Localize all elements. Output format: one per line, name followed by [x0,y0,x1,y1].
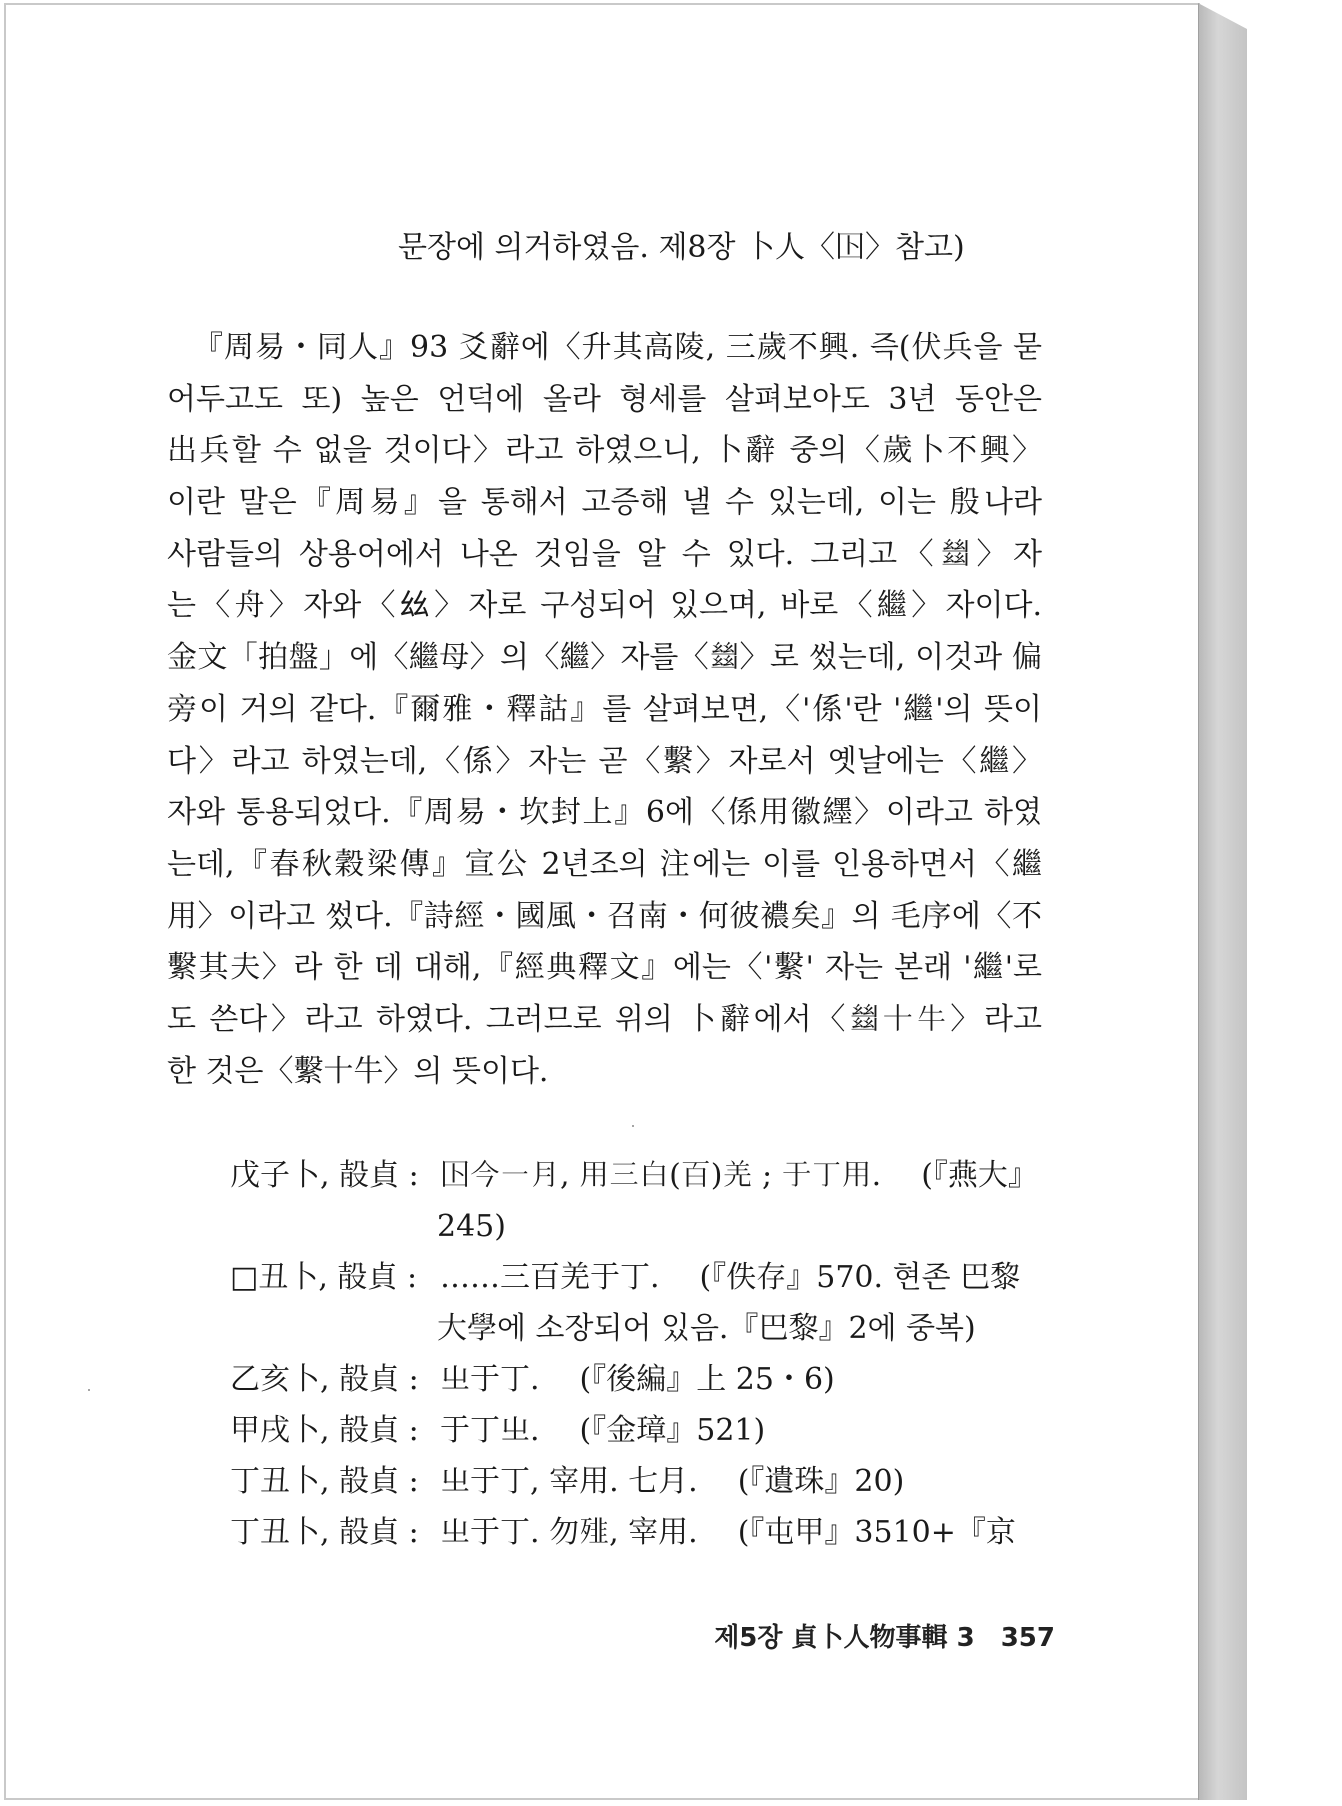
page-edge-shadow [1198,3,1247,1800]
entry-head: 戊子卜, 㱿貞 : [230,1158,419,1193]
paragraph-line: 는데,『春秋穀梁傳』宣公 2년조의 注에는 이를 인용하면서〈繼 [167,846,1042,882]
paragraph-line: 한 것은〈繫十牛〉의 뜻이다. [167,1053,549,1089]
paragraph-line: 다〉라고 하였는데,〈係〉자는 곧〈繫〉자로서 옛날에는〈繼〉 [167,743,1042,779]
entry-text: 𡆥今一月, 用三白(百)羌 ; 于丁用. [440,1158,882,1193]
paragraph-line: 도 쓴다〉라고 하였다. 그러므로 위의 卜辭에서〈𢇍十牛〉라고 [167,1001,1042,1037]
inscription-entry [230,1150,1050,1252]
entry-text: 㞢于丁, 宰用. 七月. [440,1464,698,1499]
entry-text: 㞢于丁. 勿𩐁, 宰用. [440,1515,698,1550]
entry-text: ……三百羌于丁. [440,1260,660,1295]
entry-continuation: 大學에 소장되어 있음.『巴黎』2에 중복) [437,1311,976,1346]
paragraph-line: 繫其夫〉라 한 데 대해,『經典釋文』에는〈'繫' 자는 본래 '繼'로 [167,950,1042,986]
inscription-entry [230,1456,1050,1507]
entry-text: 于丁㞢. [440,1413,540,1448]
paragraph-line: 어두고도 또) 높은 언덕에 올라 형세를 살펴보아도 3년 동안은 [167,381,1042,417]
inscription-entry [230,1507,1050,1558]
running-footer [714,1617,1055,1654]
paragraph-line: 出兵할 수 없을 것이다〉라고 하였으니, 卜辭 중의〈歲卜不興〉 [167,433,1042,469]
top-continuation-line: 문장에 의거하였음. 제8장 卜人〈𡆥〉참고) [398,230,965,265]
paragraph-line: 旁이 거의 같다.『爾雅・釋詁』를 살펴보면,〈'係'란 '繼'의 뜻이 [167,691,1042,727]
paragraph-line: 자와 통용되었다.『周易・坎封上』6에〈係用徽纆〉이라고 하였 [167,795,1042,831]
body-paragraph [167,322,1042,1097]
speck [632,1125,634,1127]
speck [88,1389,90,1391]
entry-head: 乙亥卜, 㱿貞 : [230,1362,419,1397]
entry-head: 甲戌卜, 㱿貞 : [230,1413,419,1448]
entry-source: (『金璋』521) [579,1413,766,1448]
paragraph-line: 이란 말은『周易』을 통해서 고증해 낼 수 있는데, 이는 殷나라 [167,485,1042,521]
inscription-entry [230,1405,1050,1456]
inscription-entry [230,1354,1050,1405]
entry-source: (『燕大』 [921,1158,1038,1193]
entry-head: □丑卜, 㱿貞 : [230,1260,418,1295]
entry-continuation: 245) [437,1209,506,1244]
inscription-entry [230,1252,1050,1354]
paragraph-line: 는〈舟〉자와〈𢆶〉자로 구성되어 있으며, 바로〈繼〉자이다. [167,588,1042,624]
entry-source: (『佚存』570. 현존 巴黎 [699,1260,1021,1295]
entry-head: 丁丑卜, 㱿貞 : [230,1515,419,1550]
page-number: 357 [1000,1623,1055,1653]
entry-source: (『後編』上 25・6) [579,1362,835,1397]
entry-source: (『屯甲』3510+『京 [737,1515,1016,1550]
paragraph-line: 金文「拍盤」에〈繼母〉의〈繼〉자를〈𢇍〉로 썼는데, 이것과 偏 [167,640,1042,676]
paragraph-line: 『周易・同人』93 爻辭에〈升其高陵, 三歲不興. 즉(伏兵을 묻 [193,330,1042,365]
entry-source: (『遺珠』20) [737,1464,905,1499]
footer-chapter: 제5장 貞卜人物事輯 3 [714,1623,975,1653]
paragraph-line: 用〉이라고 썼다.『詩經・國風・召南・何彼襛矣』의 毛序에〈不 [167,898,1042,934]
entry-text: 㞢于丁. [440,1362,540,1397]
entry-head: 丁丑卜, 㱿貞 : [230,1464,419,1499]
inscription-list [230,1150,1050,1558]
paragraph-line: 사람들의 상용어에서 나온 것임을 알 수 있다. 그리고〈𢇍〉자 [167,536,1042,572]
